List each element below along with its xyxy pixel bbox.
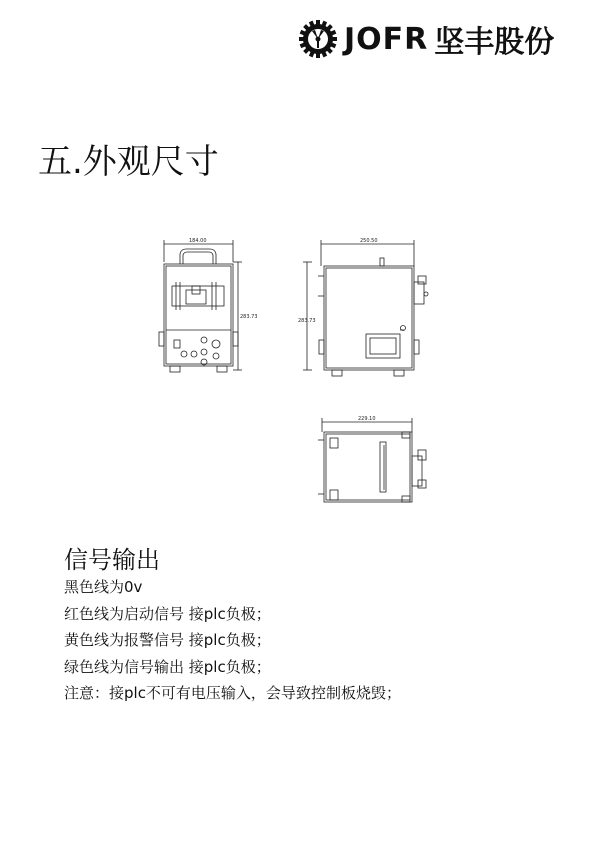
gear-logo-icon — [298, 19, 338, 59]
top-width-dim: 229.10 — [358, 416, 376, 422]
brand-chinese: 坚丰股份 — [434, 25, 555, 60]
signal-output-title: 信号输出 — [64, 546, 160, 574]
front-height-dim: 283.73 — [240, 314, 258, 320]
brand-latin: JOFR — [344, 21, 429, 57]
side-view-dims — [298, 238, 378, 324]
section-title: 五.外观尺寸 — [38, 142, 219, 182]
side-width-dim: 250.50 — [360, 238, 378, 244]
front-view-dims — [189, 238, 258, 320]
signal-line-yellow: 黄色线为报警信号 接plc负极； — [64, 631, 271, 649]
front-view-drawing — [159, 240, 242, 372]
company-logo — [298, 14, 588, 64]
top-view-drawing — [318, 418, 426, 502]
side-view-drawing — [303, 240, 428, 376]
front-width-dim: 184.00 — [189, 238, 207, 244]
side-height-dim: 283.73 — [298, 318, 316, 324]
signal-line-black: 黑色线为0v — [64, 578, 143, 596]
signal-line-note: 注意：接plc不可有电压输入，会导致控制板烧毁； — [64, 684, 401, 702]
signal-line-green: 绿色线为信号输出 接plc负极； — [64, 657, 271, 676]
signal-output-list — [64, 574, 401, 707]
signal-line-red: 红色线为启动信号 接plc负极； — [64, 604, 271, 623]
top-view-dims — [358, 416, 376, 422]
